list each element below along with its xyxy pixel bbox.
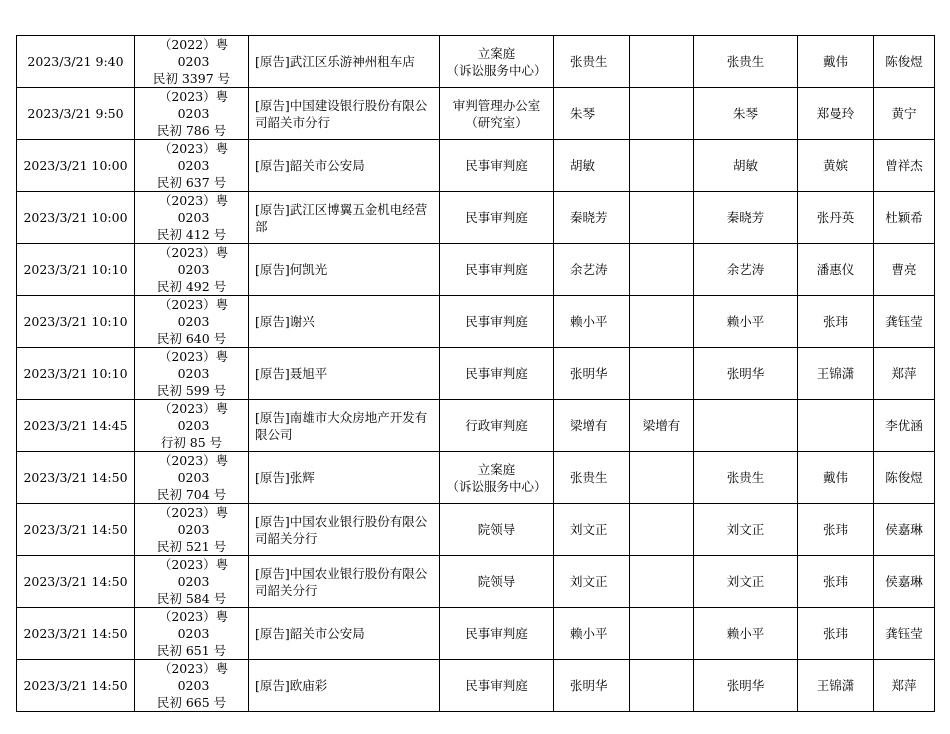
judge-col7: 刘文正 [694,504,798,556]
judge-col6 [630,608,694,660]
presiding-judge: 秦晓芳 [554,192,630,244]
judge-col7: 胡敏 [694,140,798,192]
judge-col6 [630,556,694,608]
party-name: [原告]聂旭平 [249,348,440,400]
member-col8: 张玮 [798,296,874,348]
clerk-col9: 曹亮 [874,244,935,296]
party-name: [原告]欧庙彩 [249,660,440,712]
presiding-judge: 张明华 [554,660,630,712]
party-name: [原告]南雄市大众房地产开发有限公司 [249,400,440,452]
judge-col7: 张贵生 [694,36,798,88]
department: 民事审判庭 [440,296,554,348]
member-col8 [798,400,874,452]
judge-col6 [630,140,694,192]
judge-col6 [630,660,694,712]
judge-col6 [630,88,694,140]
member-col8: 黄嫔 [798,140,874,192]
hearing-date: 2023/3/21 14:45 [17,400,135,452]
clerk-col9: 黄宁 [874,88,935,140]
hearing-date: 2023/3/21 10:00 [17,140,135,192]
hearing-date: 2023/3/21 9:50 [17,88,135,140]
judge-col7 [694,400,798,452]
presiding-judge: 张贵生 [554,36,630,88]
member-col8: 王锦潇 [798,348,874,400]
party-name: [原告]张辉 [249,452,440,504]
hearing-schedule-table [16,35,935,712]
member-col8: 戴伟 [798,36,874,88]
judge-col7: 赖小平 [694,608,798,660]
judge-col7: 朱琴 [694,88,798,140]
table-row [17,36,935,88]
table-body [17,36,935,712]
hearing-date: 2023/3/21 14:50 [17,452,135,504]
judge-col6 [630,452,694,504]
case-number: （2023）粤 0203 民初 651 号 [135,608,249,660]
hearing-date: 2023/3/21 10:10 [17,296,135,348]
clerk-col9: 陈俊煜 [874,452,935,504]
table-row [17,400,935,452]
member-col8: 戴伟 [798,452,874,504]
party-name: [原告]谢兴 [249,296,440,348]
clerk-col9: 郑萍 [874,660,935,712]
judge-col7: 秦晓芳 [694,192,798,244]
table-row [17,348,935,400]
clerk-col9: 曾祥杰 [874,140,935,192]
hearing-date: 2023/3/21 9:40 [17,36,135,88]
table-row [17,192,935,244]
judge-col7: 张明华 [694,660,798,712]
party-name: [原告]武江区乐游神州租车店 [249,36,440,88]
judge-col6 [630,296,694,348]
clerk-col9: 龚钰莹 [874,608,935,660]
judge-col6 [630,36,694,88]
case-number: （2023）粤 0203 民初 599 号 [135,348,249,400]
department: 院领导 [440,556,554,608]
presiding-judge: 刘文正 [554,556,630,608]
table-row [17,504,935,556]
department: 民事审判庭 [440,608,554,660]
case-number: （2023）粤 0203 民初 786 号 [135,88,249,140]
member-col8: 张丹英 [798,192,874,244]
department: 民事审判庭 [440,348,554,400]
department: 立案庭 （诉讼服务中心） [440,452,554,504]
hearing-date: 2023/3/21 14:50 [17,504,135,556]
case-number: （2023）粤 0203 民初 492 号 [135,244,249,296]
clerk-col9: 侯嘉琳 [874,556,935,608]
hearing-date: 2023/3/21 10:10 [17,244,135,296]
party-name: [原告]中国农业银行股份有限公司韶关分行 [249,556,440,608]
judge-col6 [630,244,694,296]
presiding-judge: 赖小平 [554,296,630,348]
member-col8: 张玮 [798,608,874,660]
table-row [17,88,935,140]
member-col8: 张玮 [798,556,874,608]
member-col8: 王锦潇 [798,660,874,712]
presiding-judge: 梁增有 [554,400,630,452]
party-name: [原告]韶关市公安局 [249,140,440,192]
clerk-col9: 杜颖希 [874,192,935,244]
party-name: [原告]中国农业银行股份有限公司韶关分行 [249,504,440,556]
member-col8: 郑曼玲 [798,88,874,140]
presiding-judge: 张明华 [554,348,630,400]
party-name: [原告]韶关市公安局 [249,608,440,660]
case-number: （2023）粤 0203 民初 412 号 [135,192,249,244]
hearing-date: 2023/3/21 10:00 [17,192,135,244]
clerk-col9: 侯嘉琳 [874,504,935,556]
department: 民事审判庭 [440,192,554,244]
presiding-judge: 朱琴 [554,88,630,140]
department: 立案庭 （诉讼服务中心） [440,36,554,88]
hearing-date: 2023/3/21 14:50 [17,556,135,608]
clerk-col9: 陈俊煜 [874,36,935,88]
member-col8: 张玮 [798,504,874,556]
department: 民事审判庭 [440,660,554,712]
judge-col7: 刘文正 [694,556,798,608]
table-row [17,556,935,608]
case-number: （2022）粤 0203 民初 3397 号 [135,36,249,88]
clerk-col9: 龚钰莹 [874,296,935,348]
department: 民事审判庭 [440,244,554,296]
presiding-judge: 张贵生 [554,452,630,504]
case-number: （2023）粤 0203 民初 665 号 [135,660,249,712]
hearing-date: 2023/3/21 10:10 [17,348,135,400]
clerk-col9: 郑萍 [874,348,935,400]
department: 审判管理办公室 （研究室） [440,88,554,140]
member-col8: 潘惠仪 [798,244,874,296]
table-row [17,660,935,712]
hearing-date: 2023/3/21 14:50 [17,660,135,712]
table-row [17,244,935,296]
judge-col6 [630,192,694,244]
judge-col7: 赖小平 [694,296,798,348]
case-number: （2023）粤 0203 民初 637 号 [135,140,249,192]
judge-col6 [630,348,694,400]
party-name: [原告]何凯光 [249,244,440,296]
table-row [17,140,935,192]
case-number: （2023）粤 0203 民初 704 号 [135,452,249,504]
presiding-judge: 赖小平 [554,608,630,660]
clerk-col9: 李优涵 [874,400,935,452]
department: 行政审判庭 [440,400,554,452]
judge-col7: 张贵生 [694,452,798,504]
judge-col6 [630,504,694,556]
department: 院领导 [440,504,554,556]
judge-col6: 梁增有 [630,400,694,452]
case-number: （2023）粤 0203 民初 584 号 [135,556,249,608]
table-row [17,452,935,504]
judge-col7: 余艺涛 [694,244,798,296]
presiding-judge: 刘文正 [554,504,630,556]
table-row [17,608,935,660]
judge-col7: 张明华 [694,348,798,400]
department: 民事审判庭 [440,140,554,192]
hearing-date: 2023/3/21 14:50 [17,608,135,660]
party-name: [原告]中国建设银行股份有限公司韶关市分行 [249,88,440,140]
case-number: （2023）粤 0203 行初 85 号 [135,400,249,452]
presiding-judge: 胡敏 [554,140,630,192]
table-row [17,296,935,348]
party-name: [原告]武江区博翼五金机电经营部 [249,192,440,244]
case-number: （2023）粤 0203 民初 521 号 [135,504,249,556]
presiding-judge: 余艺涛 [554,244,630,296]
case-number: （2023）粤 0203 民初 640 号 [135,296,249,348]
